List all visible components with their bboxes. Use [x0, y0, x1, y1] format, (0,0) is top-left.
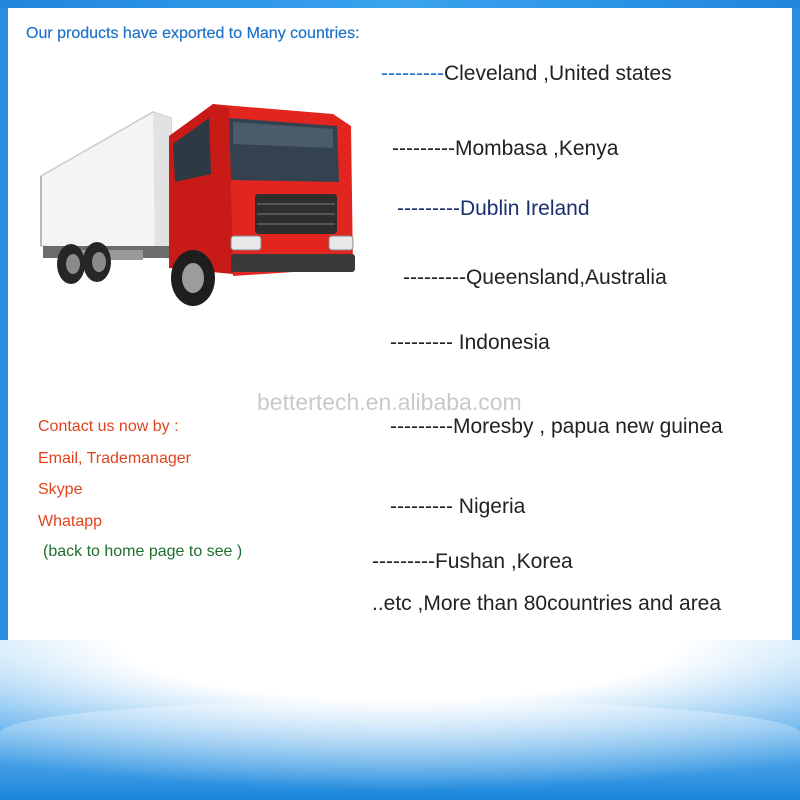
destination-name: Fushan ,Korea: [434, 550, 573, 573]
destination-dash: ---------: [397, 197, 460, 220]
back-home-note: (back to home page to see ): [43, 543, 243, 560]
contact-heading: Contact us now by :: [38, 418, 179, 435]
destination-name: Nigeria: [458, 495, 526, 518]
destination-name: Dublin Ireland: [459, 197, 590, 220]
destination-dublin: [397, 197, 590, 221]
headline: Our products have exported to Many countries:: [26, 25, 360, 42]
destination-queensland: [403, 266, 667, 290]
destination-name: Moresby , papua new guinea: [452, 415, 723, 438]
destination-moresby: [390, 415, 723, 439]
watermark: bettertech.en.alibaba.com: [257, 389, 522, 415]
top-frame-band: [0, 0, 800, 8]
red-truck-icon: [33, 96, 363, 318]
closing-note: ..etc ,More than 80countries and area: [372, 592, 722, 615]
contact-method-email: Email, Trademanager: [38, 450, 191, 467]
destination-name: Cleveland ,United states: [443, 62, 672, 85]
destination-dash: ---------: [390, 415, 453, 438]
destination-dash: ---------: [390, 331, 459, 354]
destination-indonesia: [390, 331, 550, 355]
contact-method-skype: Skype: [38, 481, 83, 498]
contact-method-whatapp: Whatapp: [38, 513, 103, 530]
bottom-wave: [0, 700, 800, 800]
destination-name: Indonesia: [458, 331, 550, 354]
destination-nigeria: [390, 495, 525, 519]
destination-dash: ---------: [392, 137, 455, 160]
destination-name: Queensland,Australia: [465, 266, 667, 289]
destination-dash: ---------: [372, 550, 435, 573]
destination-dash: ---------: [381, 62, 444, 85]
destination-mombasa: [392, 137, 618, 161]
destination-dash: ---------: [390, 495, 459, 518]
destination-cleveland: [381, 62, 672, 86]
destination-dash: ---------: [403, 266, 466, 289]
destination-name: Mombasa ,Kenya: [454, 137, 619, 160]
destination-fushan: [372, 550, 573, 574]
